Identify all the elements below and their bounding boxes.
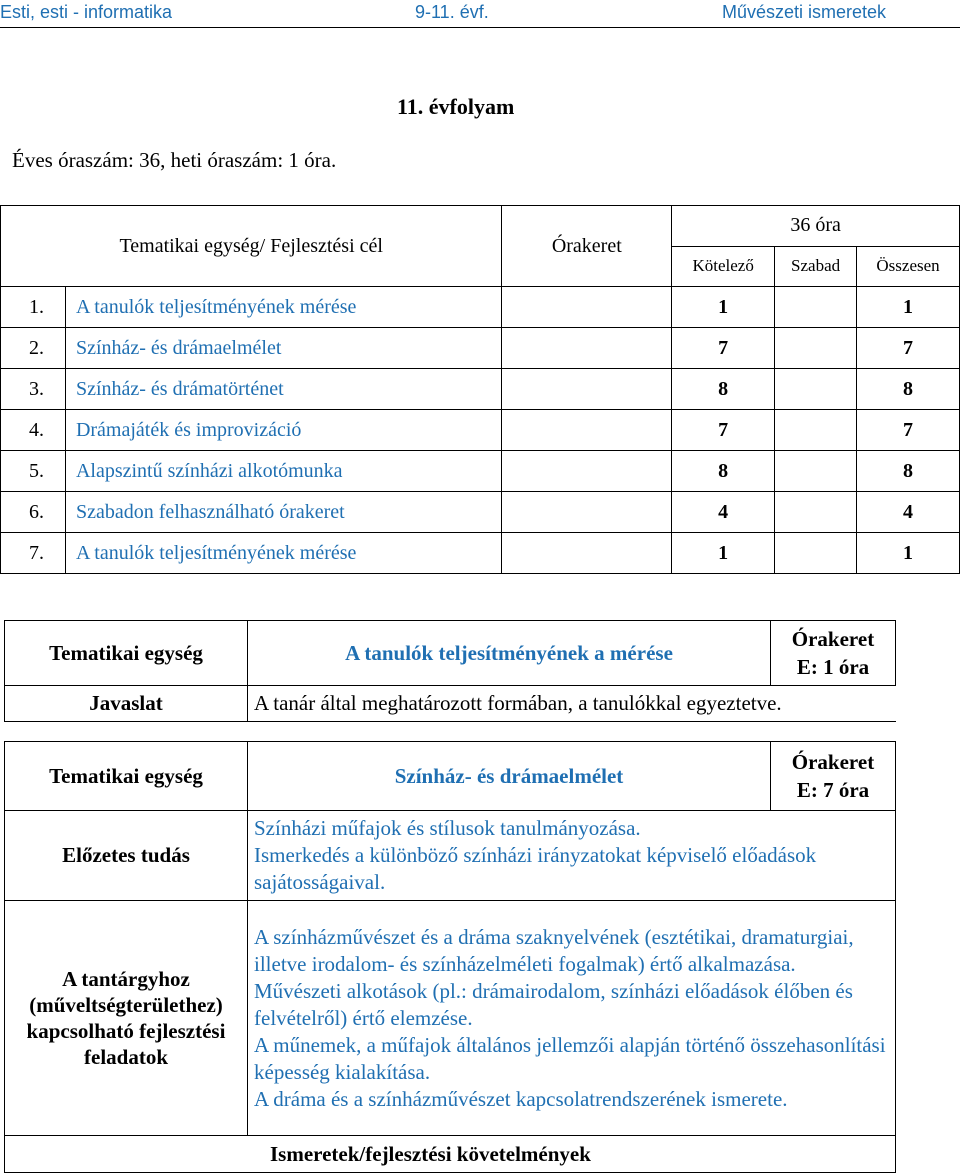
row-total: 8 — [857, 451, 960, 492]
row-topic: Színház- és drámaelmélet — [65, 328, 501, 369]
unit1-label-suggestion: Javaslat — [5, 686, 248, 722]
unit1-suggestion: A tanár által meghatározott formában, a tanulókkal egyeztetve. — [248, 686, 896, 722]
unit2-footer-row — [5, 1136, 896, 1173]
row-free — [775, 533, 857, 574]
row-free — [775, 410, 857, 451]
unit1-hours-label: Órakeret — [791, 627, 875, 651]
unit1-hours-value: E: 1 óra — [796, 655, 870, 679]
row-mandatory: 7 — [672, 328, 775, 369]
row-total: 7 — [857, 410, 960, 451]
table-row — [1, 410, 960, 451]
col-topic-header: Tematikai egység/ Fejlesztési cél — [1, 206, 502, 287]
unit1-title: A tanulók teljesítményének a mérése — [248, 621, 771, 686]
row-total: 1 — [857, 533, 960, 574]
row-mandatory: 8 — [672, 369, 775, 410]
table-row — [1, 533, 960, 574]
unit1-suggestion-row — [5, 686, 896, 722]
table-row — [1, 328, 960, 369]
page-header — [0, 0, 960, 27]
unit2-prior-line: Színházi műfajok és stílusok tanulmányozása. — [254, 816, 641, 840]
unit2-tasks-row — [5, 901, 896, 1136]
col-mandatory-header: Kötelező — [672, 246, 775, 287]
row-topic: Drámajáték és improvizáció — [65, 410, 501, 451]
row-number: 1. — [1, 287, 66, 328]
row-free — [775, 328, 857, 369]
unit2-label-unit: Tematikai egység — [5, 742, 248, 811]
col-total-header: Összesen — [857, 246, 960, 287]
row-number: 2. — [1, 328, 66, 369]
hours-line: Éves óraszám: 36, heti óraszám: 1 óra. — [12, 148, 337, 172]
unit2-prior-row — [5, 811, 896, 901]
header-right: Művészeti ismeretek — [722, 2, 887, 22]
row-number: 3. — [1, 369, 66, 410]
row-mandatory: 4 — [672, 492, 775, 533]
header-left: Esti, esti - informatika — [0, 2, 173, 22]
header-center: 9-11. évf. — [415, 2, 489, 22]
row-topic: A tanulók teljesítményének mérése — [65, 533, 501, 574]
row-number: 5. — [1, 451, 66, 492]
row-number: 7. — [1, 533, 66, 574]
unit2-task-line: A dráma és a színházművészet kapcsolatrendszerének ismerete. — [254, 1086, 788, 1111]
col-hours-header: Órakeret — [502, 206, 672, 287]
unit2-hours-label: Órakeret — [791, 750, 875, 774]
row-hours — [502, 410, 672, 451]
unit2-prior-line: Ismerkedés a különböző színházi irányzatokat képviselő előadások sajátosságaival. — [254, 843, 817, 894]
grade-title: 11. évfolyam — [397, 94, 515, 119]
unit-table-2 — [4, 741, 896, 1173]
row-free — [775, 492, 857, 533]
unit2-task-line: A színházművészet és a dráma szaknyelvének (esztétikai, dramaturgiai, illetve irodalom- és színházelméleti fogalmak) értő alkalmazása. — [254, 924, 854, 976]
table-row — [1, 287, 960, 328]
unit1-head-row — [5, 621, 896, 686]
row-hours — [502, 328, 672, 369]
unit2-footer-label: Ismeretek/fejlesztési követelmények — [5, 1136, 896, 1173]
hours-table-head-row — [1, 206, 960, 247]
header-divider — [0, 27, 960, 28]
unit-table-1 — [4, 620, 896, 722]
unit1-label-unit: Tematikai egység — [5, 621, 248, 686]
row-topic: Alapszintű színházi alkotómunka — [65, 451, 501, 492]
row-total: 1 — [857, 287, 960, 328]
row-number: 6. — [1, 492, 66, 533]
row-total: 4 — [857, 492, 960, 533]
table-row — [1, 369, 960, 410]
unit2-head-row — [5, 742, 896, 811]
row-free — [775, 369, 857, 410]
table-row — [1, 451, 960, 492]
col-group-header: 36 óra — [672, 206, 960, 247]
unit2-task-line: Művészeti alkotások (pl.: drámairodalom, színházi előadások élőben és felvételről) értő elemzése. — [254, 978, 853, 1030]
row-free — [775, 451, 857, 492]
hours-table — [0, 205, 960, 574]
row-topic: Szabadon felhasználható órakeret — [65, 492, 501, 533]
row-total: 7 — [857, 328, 960, 369]
unit2-prior — [248, 811, 896, 901]
unit2-title: Színház- és drámaelmélet — [248, 742, 771, 811]
row-free — [775, 287, 857, 328]
row-topic: Színház- és drámatörténet — [65, 369, 501, 410]
hours-table-body — [1, 287, 960, 574]
row-total: 8 — [857, 369, 960, 410]
row-mandatory: 1 — [672, 533, 775, 574]
unit2-hours-value: E: 7 óra — [796, 778, 870, 802]
row-topic: A tanulók teljesítményének mérése — [65, 287, 501, 328]
unit2-label-tasks: A tantárgyhoz (műveltségterülethez) kapcsolható fejlesztési feladatok — [5, 901, 248, 1136]
row-hours — [502, 287, 672, 328]
row-mandatory: 8 — [672, 451, 775, 492]
unit2-task-line: A műnemek, a műfajok általános jellemzői alapján történő összehasonlítási képesség kialakítása. — [254, 1032, 886, 1084]
table-row — [1, 492, 960, 533]
row-mandatory: 1 — [672, 287, 775, 328]
row-mandatory: 7 — [672, 410, 775, 451]
row-hours — [502, 451, 672, 492]
unit2-hours — [771, 742, 896, 811]
row-hours — [502, 369, 672, 410]
unit2-tasks — [248, 901, 896, 1136]
row-number: 4. — [1, 410, 66, 451]
unit2-label-prior: Előzetes tudás — [5, 811, 248, 901]
row-hours — [502, 492, 672, 533]
unit1-hours — [771, 621, 896, 686]
row-hours — [502, 533, 672, 574]
col-free-header: Szabad — [775, 246, 857, 287]
